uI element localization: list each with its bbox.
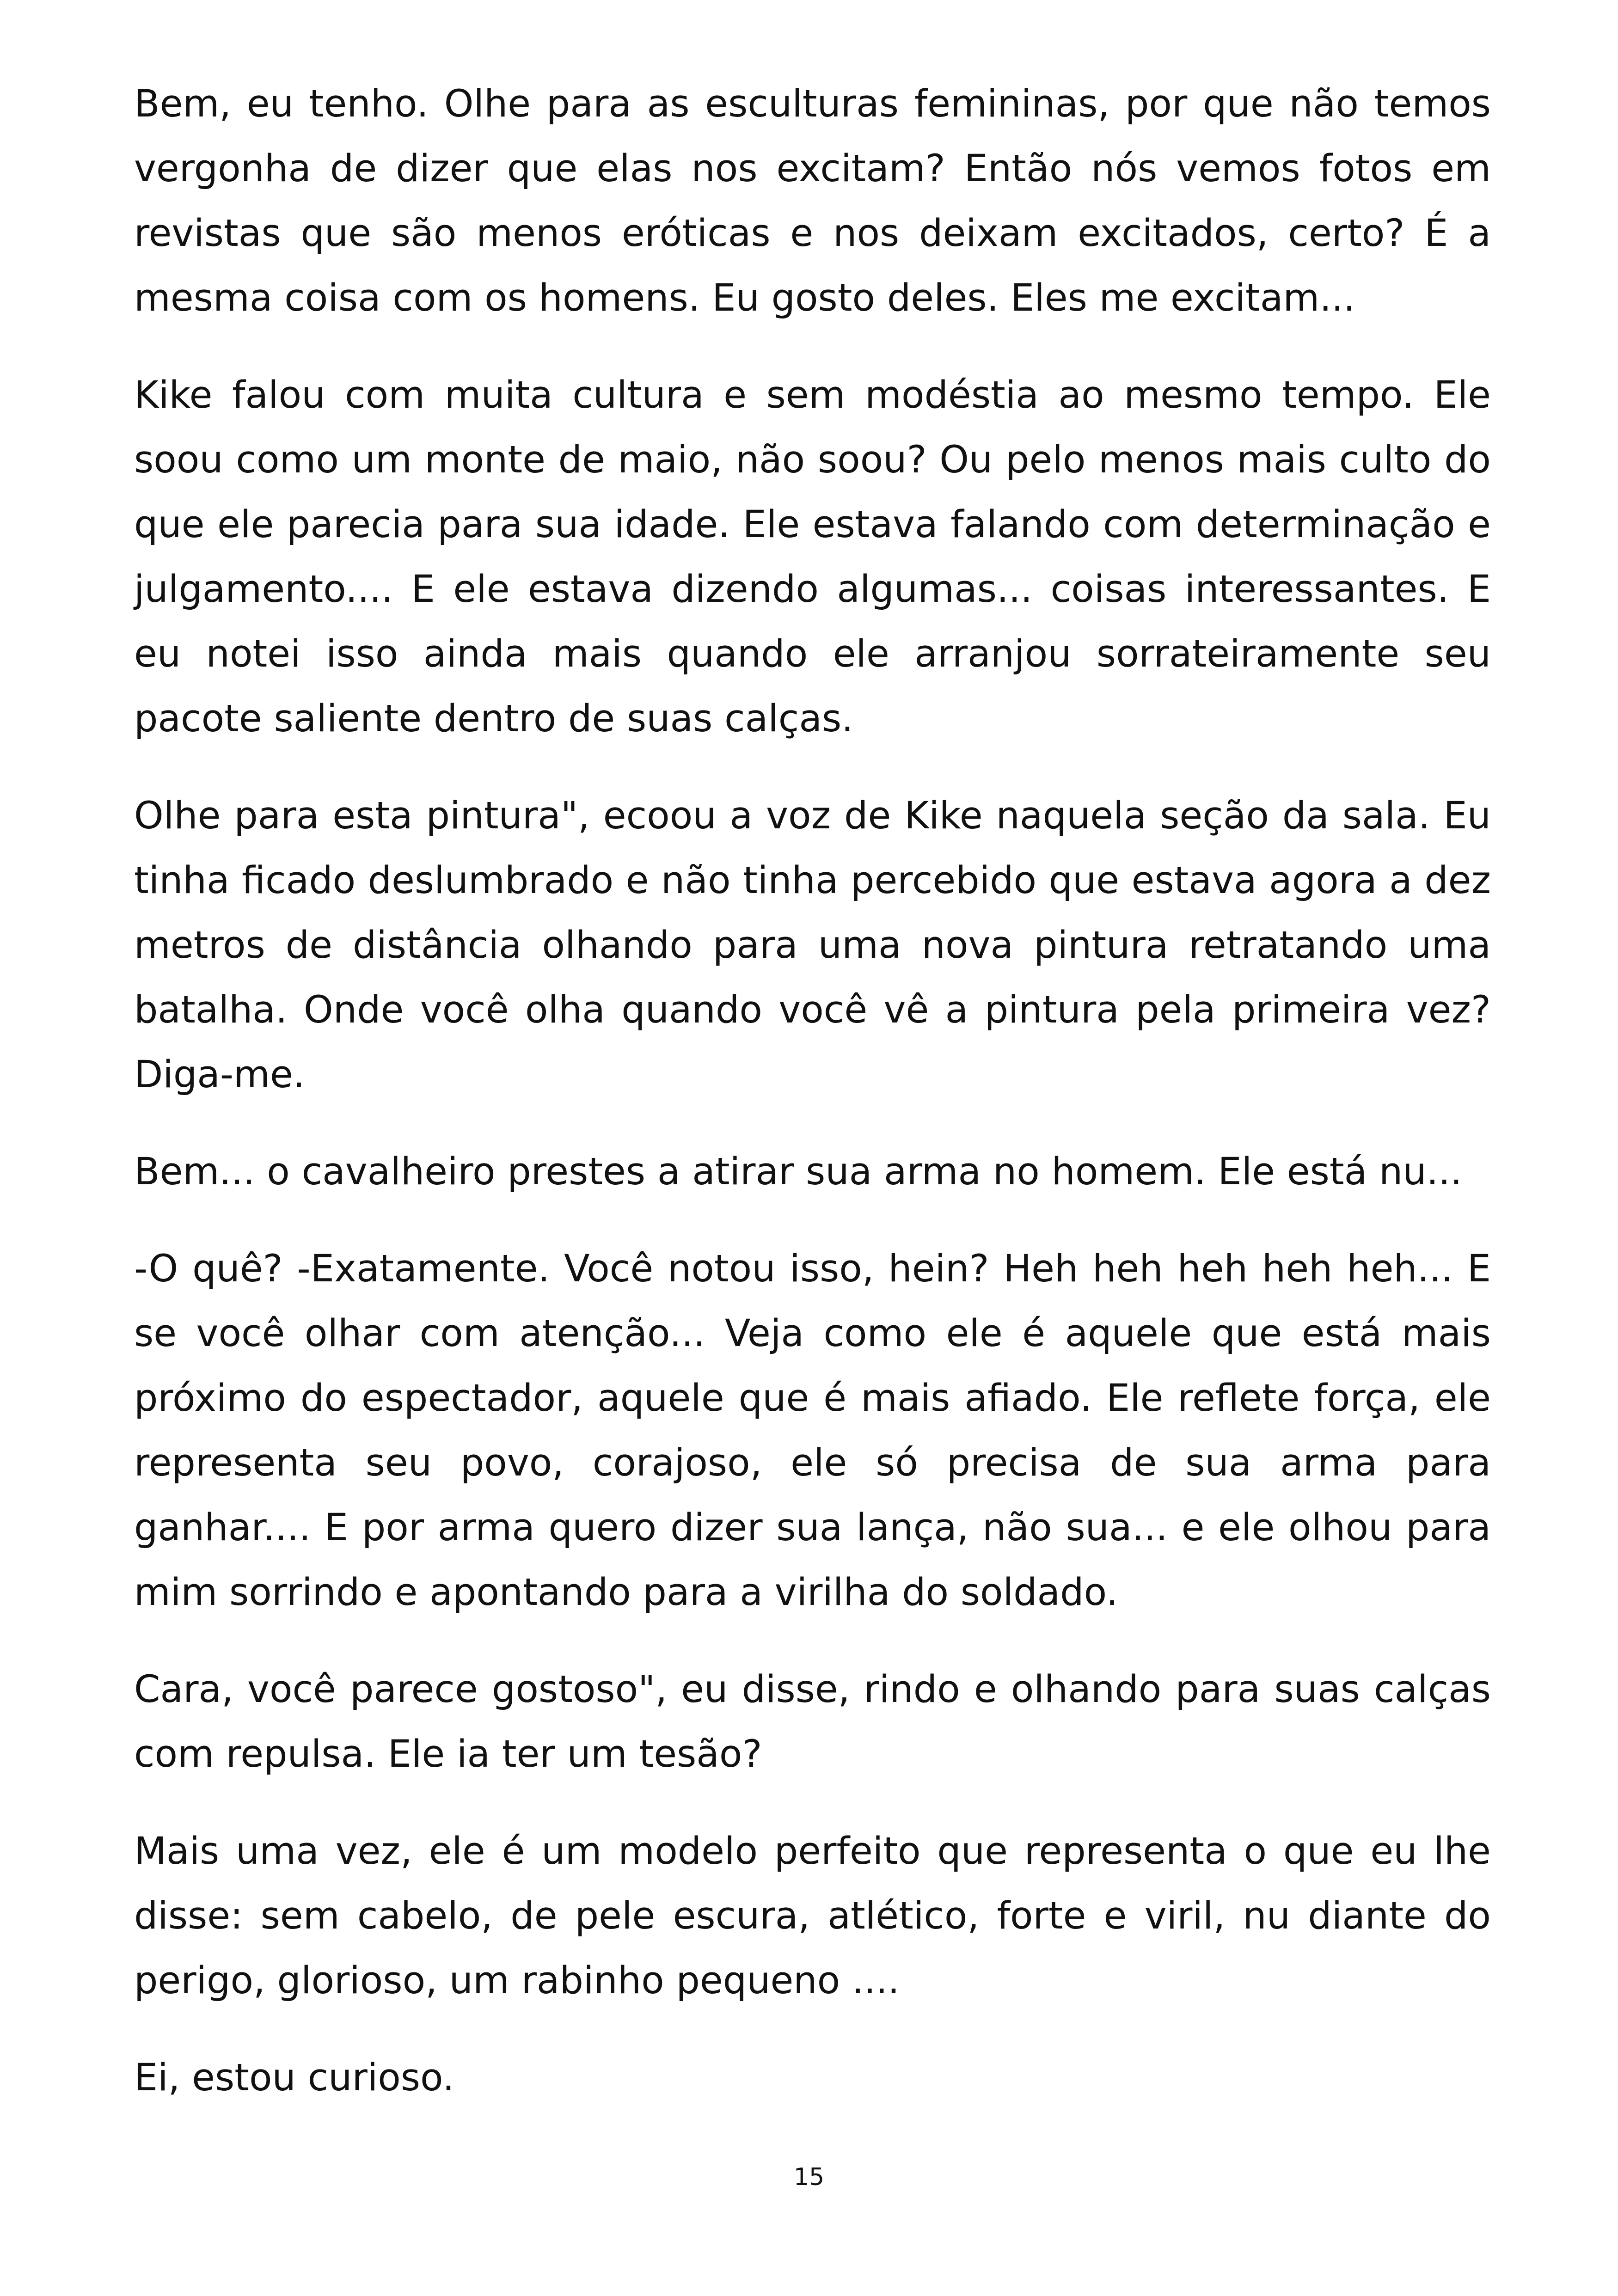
paragraph: Bem, eu tenho. Olhe para as esculturas femininas, por que não temos vergonha de dizer que elas nos excitam? Então nós vemos fotos em revistas que são menos eróticas e nos deixam excitados, certo? É a mesma coisa com os homens. Eu gosto deles. Eles me excitam... [134,82,1491,320]
paragraph: Mais uma vez, ele é um modelo perfeito que representa o que eu lhe disse: sem cabelo, de pele escura, atlético, forte e viril, nu diante do perigo, glorioso, um rabinho pequeno .... [134,1830,1491,2002]
text-body [134,72,1491,2143]
paragraph: Kike falou com muita cultura e sem modéstia ao mesmo tempo. Ele soou como um monte de maio, não soou? Ou pelo menos mais culto do que ele parecia para sua idade. Ele estava falando com determinação e julgamento.... E ele estava dizendo algumas... coisas interessantes. E eu notei isso ainda mais quando ele arranjou sorrateiramente seu pacote saliente dentro de suas calças. [134,373,1491,741]
paragraph: Ei, estou curioso. [134,2056,454,2100]
page-number: 15 [793,2163,825,2191]
paragraph: -O quê? -Exatamente. Você notou isso, hein? Heh heh heh heh heh... E se você olhar com atenção... Veja como ele é aquele que está mais próximo do espectador, aquele que é mais afiado. Ele reflete força, ele representa seu povo, corajoso, ele só precisa de sua arma para ganhar.... E por arma quero dizer sua lança, não sua... e ele olhou para mim sorrindo e apontando para a virilha do soldado. [134,1247,1491,1614]
paragraph: Olhe para esta pintura", ecoou a voz de Kike naquela seção da sala. Eu tinha ficado deslumbrado e não tinha percebido que estava agora a dez metros de distância olhando para uma nova pintura retratando uma batalha. Onde você olha quando você vê a pintura pela primeira vez? Diga-me. [134,794,1491,1096]
paragraph: Cara, você parece gostoso", eu disse, rindo e olhando para suas calças com repulsa. Ele ia ter um tesão? [134,1668,1491,1776]
paragraph: Bem... o cavalheiro prestes a atirar sua arma no homem. Ele está nu... [134,1150,1462,1194]
